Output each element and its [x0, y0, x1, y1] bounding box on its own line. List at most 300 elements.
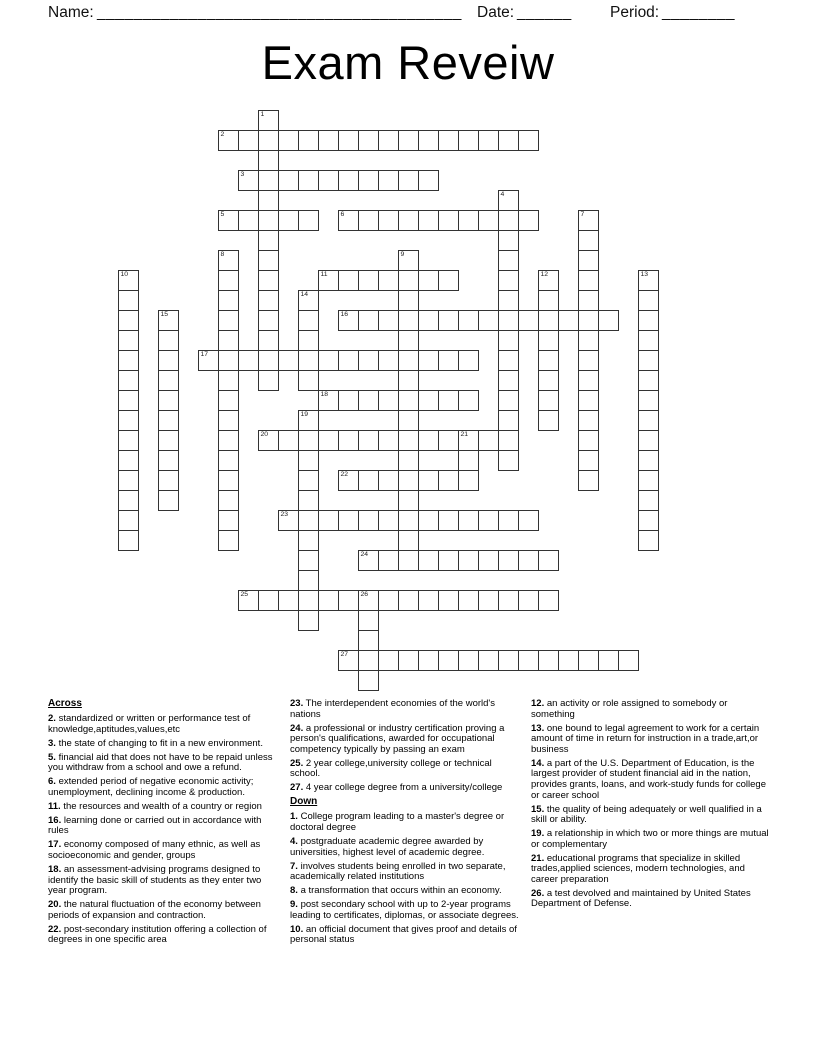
grid-cell: [578, 430, 599, 451]
grid-cell: [638, 450, 659, 471]
grid-cell: [418, 130, 439, 151]
crossword-grid: [118, 110, 659, 691]
clue-number: 27.: [290, 782, 304, 794]
grid-cell: [118, 270, 139, 291]
grid-cell: [438, 270, 459, 291]
grid-cell: [458, 510, 479, 531]
clue-number: 12.: [531, 698, 545, 709]
grid-cell: [498, 650, 519, 671]
grid-cell: [218, 130, 239, 151]
cell-number: 13: [640, 270, 649, 278]
grid-cell: [218, 350, 239, 371]
grid-cell: [278, 590, 299, 611]
grid-cell: [398, 590, 419, 611]
name-blank-line: ________________________________________: [97, 4, 462, 21]
grid-cell: [398, 530, 419, 551]
grid-cell: [398, 550, 419, 571]
grid-cell: [498, 390, 519, 411]
grid-cell: [218, 370, 239, 391]
date-blank-line: ______: [517, 4, 572, 21]
grid-cell: [458, 350, 479, 371]
grid-cell: [278, 210, 299, 231]
clue-heading-down: Down: [290, 796, 318, 808]
clue-number: 18.: [48, 863, 62, 875]
grid-cell: [398, 350, 419, 371]
grid-cell: [258, 350, 279, 371]
grid-cell: [218, 410, 239, 431]
grid-cell: [298, 350, 319, 371]
grid-cell: [618, 650, 639, 671]
grid-cell: [298, 470, 319, 491]
grid-cell: [578, 470, 599, 491]
grid-cell: [298, 310, 319, 331]
clue-item: 9. post secondary school with up to 2-year programs leading to certificates, diplomas, or associate degrees.: [290, 899, 519, 921]
grid-cell: [358, 430, 379, 451]
grid-cell: [418, 390, 439, 411]
grid-cell: [398, 470, 419, 491]
grid-cell: [278, 510, 299, 531]
grid-cell: [418, 430, 439, 451]
grid-cell: [638, 350, 659, 371]
grid-cell: [318, 510, 339, 531]
grid-cell: [298, 130, 319, 151]
grid-cell: [458, 590, 479, 611]
grid-cell: [258, 170, 279, 191]
grid-cell: [298, 510, 319, 531]
grid-cell: [498, 410, 519, 431]
grid-cell: [438, 310, 459, 331]
grid-cell: [318, 350, 339, 371]
grid-cell: [158, 390, 179, 411]
grid-cell: [318, 430, 339, 451]
grid-cell: [358, 670, 379, 691]
grid-cell: [378, 590, 399, 611]
grid-cell: [418, 210, 439, 231]
grid-cell: [158, 490, 179, 511]
grid-cell: [558, 310, 579, 331]
grid-cell: [438, 470, 459, 491]
grid-cell: [638, 410, 659, 431]
grid-cell: [498, 350, 519, 371]
grid-cell: [398, 490, 419, 511]
clue-number: 10.: [290, 923, 304, 935]
clue-item: 22. post-secondary institution offering a collection of degrees in one specific area: [48, 923, 267, 946]
clue-item: 23. The interdependent economies of the world's nations: [290, 698, 495, 720]
clue-item: 8. a transformation that occurs within an economy.: [290, 885, 502, 897]
grid-cell: [498, 510, 519, 531]
cell-number: 12: [540, 270, 549, 278]
clue-number: 15.: [531, 803, 545, 815]
grid-cell: [398, 270, 419, 291]
grid-cell: [438, 350, 459, 371]
grid-cell: [538, 290, 559, 311]
grid-cell: [458, 130, 479, 151]
grid-cell: [298, 410, 319, 431]
grid-cell: [638, 490, 659, 511]
grid-cell: [418, 650, 439, 671]
grid-cell: [118, 530, 139, 551]
grid-cell: [218, 310, 239, 331]
clue-item: 25. 2 year college,university college or technical school.: [290, 757, 492, 780]
cell-number: 1: [260, 110, 265, 118]
grid-cell: [378, 430, 399, 451]
grid-cell: [378, 390, 399, 411]
grid-cell: [118, 450, 139, 471]
grid-cell: [478, 130, 499, 151]
grid-cell: [158, 310, 179, 331]
grid-cell: [218, 510, 239, 531]
grid-cell: [578, 410, 599, 431]
cell-number: 22: [340, 470, 349, 478]
grid-cell: [298, 370, 319, 391]
clue-item: 5. financial aid that does not have to be repaid unless you withdraw from a school and owe a refund.: [48, 751, 273, 774]
grid-cell: [358, 470, 379, 491]
grid-cell: [518, 650, 539, 671]
date-label: Date:: [477, 4, 515, 21]
name-label: Name:: [48, 4, 94, 21]
cell-number: 15: [160, 310, 169, 318]
clue-number: 20.: [48, 899, 62, 911]
cell-number: 6: [340, 210, 345, 218]
grid-cell: [158, 330, 179, 351]
grid-cell: [198, 350, 219, 371]
grid-cell: [638, 370, 659, 391]
grid-cell: [578, 450, 599, 471]
grid-cell: [358, 610, 379, 631]
grid-cell: [458, 550, 479, 571]
grid-cell: [458, 430, 479, 451]
grid-cell: [258, 130, 279, 151]
grid-cell: [218, 250, 239, 271]
cell-number: 21: [460, 430, 469, 438]
grid-cell: [538, 310, 559, 331]
grid-cell: [258, 230, 279, 251]
grid-cell: [578, 270, 599, 291]
grid-cell: [338, 430, 359, 451]
grid-cell: [338, 130, 359, 151]
grid-cell: [498, 290, 519, 311]
grid-cell: [358, 590, 379, 611]
grid-cell: [338, 390, 359, 411]
grid-cell: [478, 310, 499, 331]
grid-cell: [218, 330, 239, 351]
grid-cell: [578, 210, 599, 231]
grid-cell: [578, 370, 599, 391]
grid-cell: [418, 350, 439, 371]
grid-cell: [498, 550, 519, 571]
grid-cell: [398, 210, 419, 231]
grid-cell: [218, 530, 239, 551]
cell-number: 3: [240, 170, 245, 178]
grid-cell: [538, 370, 559, 391]
grid-cell: [498, 270, 519, 291]
clue-item: 16. learning done or carried out in accordance with rules: [48, 814, 262, 837]
grid-cell: [398, 450, 419, 471]
grid-cell: [378, 650, 399, 671]
grid-cell: [538, 390, 559, 411]
clue-number: 13.: [531, 722, 545, 734]
clue-number: 19.: [531, 828, 545, 840]
grid-cell: [298, 290, 319, 311]
grid-cell: [398, 330, 419, 351]
grid-cell: [518, 550, 539, 571]
grid-cell: [318, 590, 339, 611]
clue-number: 8.: [290, 885, 298, 897]
grid-cell: [238, 350, 259, 371]
grid-cell: [638, 470, 659, 491]
clue-number: 9.: [290, 899, 298, 911]
grid-cell: [158, 430, 179, 451]
cell-number: 5: [220, 210, 225, 218]
cell-number: 14: [300, 290, 309, 298]
grid-cell: [238, 210, 259, 231]
grid-cell: [538, 270, 559, 291]
grid-cell: [258, 250, 279, 271]
grid-cell: [458, 470, 479, 491]
grid-cell: [438, 650, 459, 671]
grid-cell: [258, 150, 279, 171]
grid-cell: [338, 170, 359, 191]
grid-cell: [118, 430, 139, 451]
clue-item: 2. standardized or written or performance test of knowledge,aptitudes,values,etc: [48, 713, 251, 735]
grid-cell: [158, 370, 179, 391]
clue-item: 13. one bound to legal agreement to work for a certain amount of time in return for instruction in a trade,art,or business: [531, 722, 760, 755]
grid-cell: [158, 450, 179, 471]
grid-cell: [118, 410, 139, 431]
period-blank-line: ________: [662, 4, 735, 21]
grid-cell: [378, 350, 399, 371]
grid-cell: [458, 310, 479, 331]
grid-cell: [358, 130, 379, 151]
grid-cell: [578, 290, 599, 311]
clue-number: 3.: [48, 737, 56, 749]
grid-cell: [258, 370, 279, 391]
grid-cell: [498, 130, 519, 151]
grid-cell: [378, 470, 399, 491]
grid-cell: [118, 290, 139, 311]
grid-cell: [578, 250, 599, 271]
grid-cell: [458, 650, 479, 671]
grid-cell: [638, 530, 659, 551]
grid-cell: [358, 170, 379, 191]
grid-cell: [278, 170, 299, 191]
grid-cell: [398, 430, 419, 451]
grid-cell: [538, 410, 559, 431]
grid-cell: [558, 650, 579, 671]
grid-cell: [378, 550, 399, 571]
clue-item: 19. a relationship in which two or more things are mutual or complementary: [531, 828, 769, 850]
grid-cell: [118, 490, 139, 511]
grid-cell: [298, 590, 319, 611]
grid-cell: [238, 170, 259, 191]
grid-cell: [498, 330, 519, 351]
cell-number: 26: [360, 590, 369, 598]
grid-cell: [118, 470, 139, 491]
cell-number: 9: [400, 250, 405, 258]
grid-cell: [438, 550, 459, 571]
grid-cell: [398, 410, 419, 431]
grid-cell: [218, 270, 239, 291]
grid-cell: [118, 330, 139, 351]
grid-cell: [298, 450, 319, 471]
grid-cell: [438, 210, 459, 231]
clue-number: 17.: [48, 839, 62, 851]
grid-cell: [578, 650, 599, 671]
grid-cell: [538, 590, 559, 611]
grid-cell: [218, 210, 239, 231]
grid-cell: [258, 190, 279, 211]
grid-cell: [318, 170, 339, 191]
page-title: Exam Reveiw: [261, 36, 555, 89]
grid-cell: [338, 210, 359, 231]
grid-cell: [358, 650, 379, 671]
grid-cell: [158, 410, 179, 431]
cell-number: 11: [320, 270, 328, 278]
grid-cell: [598, 650, 619, 671]
grid-cell: [418, 550, 439, 571]
clue-item: 3. the state of changing to fit in a new environment.: [48, 737, 263, 749]
clue-number: 23.: [290, 698, 304, 709]
grid-cell: [358, 350, 379, 371]
grid-cell: [298, 550, 319, 571]
grid-cell: [278, 130, 299, 151]
grid-cell: [378, 170, 399, 191]
clue-number: 26.: [531, 887, 545, 899]
grid-cell: [518, 510, 539, 531]
clue-item: 14. a part of the U.S. Department of Education, is the largest provider of student financial aid in the nation, provides grants, loans, and work-study funds for college or career school: [531, 757, 766, 801]
cell-number: 23: [280, 510, 289, 518]
cell-number: 4: [500, 190, 505, 198]
grid-cell: [478, 650, 499, 671]
grid-cell: [398, 310, 419, 331]
grid-cell: [518, 590, 539, 611]
grid-cell: [518, 310, 539, 331]
header-row: [0, 4, 816, 26]
grid-cell: [378, 270, 399, 291]
clue-number: 6.: [48, 776, 56, 788]
cell-number: 8: [220, 250, 225, 258]
clue-number: 25.: [290, 757, 304, 769]
grid-cell: [418, 270, 439, 291]
grid-cell: [118, 370, 139, 391]
grid-cell: [438, 130, 459, 151]
grid-cell: [498, 370, 519, 391]
cell-number: 2: [220, 130, 225, 138]
grid-cell: [158, 470, 179, 491]
grid-cell: [278, 430, 299, 451]
clue-item: 4. postgraduate academic degree awarded by universities, highest level of academic degree.: [290, 835, 485, 858]
grid-cell: [578, 310, 599, 331]
clue-item: 6. extended period of negative economic activity; unemployment, declining income & production.: [48, 776, 254, 798]
grid-cell: [518, 130, 539, 151]
grid-cell: [578, 350, 599, 371]
grid-cell: [258, 330, 279, 351]
grid-cell: [498, 230, 519, 251]
grid-cell: [298, 430, 319, 451]
grid-cell: [258, 270, 279, 291]
grid-cell: [478, 210, 499, 231]
grid-cell: [378, 310, 399, 331]
grid-cell: [498, 210, 519, 231]
grid-cell: [258, 110, 279, 131]
cell-number: 19: [300, 410, 309, 418]
grid-cell: [298, 490, 319, 511]
clue-number: 1.: [290, 811, 298, 823]
clue-number: 14.: [531, 757, 545, 769]
clue-number: 24.: [290, 722, 304, 734]
cell-number: 10: [120, 270, 129, 278]
grid-cell: [498, 450, 519, 471]
grid-cell: [318, 130, 339, 151]
grid-cell: [298, 210, 319, 231]
clue-item: 17. economy composed of many ethnic, as well as socioeconomic and gender, groups: [48, 839, 261, 861]
cell-number: 16: [340, 310, 349, 318]
grid-cell: [418, 510, 439, 531]
grid-cell: [498, 190, 519, 211]
grid-cell: [378, 210, 399, 231]
grid-cell: [118, 390, 139, 411]
grid-cell: [498, 250, 519, 271]
grid-cell: [398, 650, 419, 671]
grid-cell: [318, 270, 339, 291]
grid-cell: [238, 130, 259, 151]
grid-cell: [398, 510, 419, 531]
grid-cell: [298, 610, 319, 631]
grid-cell: [358, 270, 379, 291]
grid-cell: [358, 630, 379, 651]
grid-cell: [578, 390, 599, 411]
clue-number: 16.: [48, 814, 62, 826]
grid-cell: [358, 550, 379, 571]
grid-cell: [118, 310, 139, 331]
grid-cell: [338, 350, 359, 371]
grid-cell: [298, 570, 319, 591]
grid-cell: [638, 510, 659, 531]
grid-cell: [398, 370, 419, 391]
grid-cell: [338, 310, 359, 331]
grid-cell: [378, 130, 399, 151]
grid-cell: [218, 470, 239, 491]
grid-cell: [258, 310, 279, 331]
grid-cell: [258, 590, 279, 611]
grid-cell: [498, 430, 519, 451]
grid-cell: [478, 550, 499, 571]
clue-item: 12. an activity or role assigned to somebody or something: [531, 698, 728, 720]
clue-item: 1. College program leading to a master's degree or doctoral degree: [290, 811, 505, 833]
grid-cell: [638, 390, 659, 411]
grid-cell: [518, 210, 539, 231]
clue-item: 26. a test devolved and maintained by United States Department of Defense.: [531, 887, 751, 910]
grid-cell: [578, 330, 599, 351]
grid-cell: [498, 310, 519, 331]
grid-cell: [358, 210, 379, 231]
clue-number: 2.: [48, 713, 56, 725]
grid-cell: [478, 510, 499, 531]
clue-column-2: [290, 699, 523, 949]
clue-heading-across: Across: [48, 698, 82, 709]
grid-cell: [158, 350, 179, 371]
grid-cell: [378, 510, 399, 531]
grid-cell: [358, 310, 379, 331]
clue-item: 27. 4 year college degree from a university/college: [290, 782, 503, 794]
clue-item: 24. a professional or industry certification proving a person's qualifications, awarded for occupational competency typically by passing an exam: [290, 722, 505, 755]
grid-cell: [498, 590, 519, 611]
grid-cell: [418, 170, 439, 191]
clue-item: 11. the resources and wealth of a country or region: [48, 800, 262, 812]
cell-number: 18: [320, 390, 329, 398]
clue-number: 5.: [48, 751, 56, 763]
grid-cell: [458, 390, 479, 411]
